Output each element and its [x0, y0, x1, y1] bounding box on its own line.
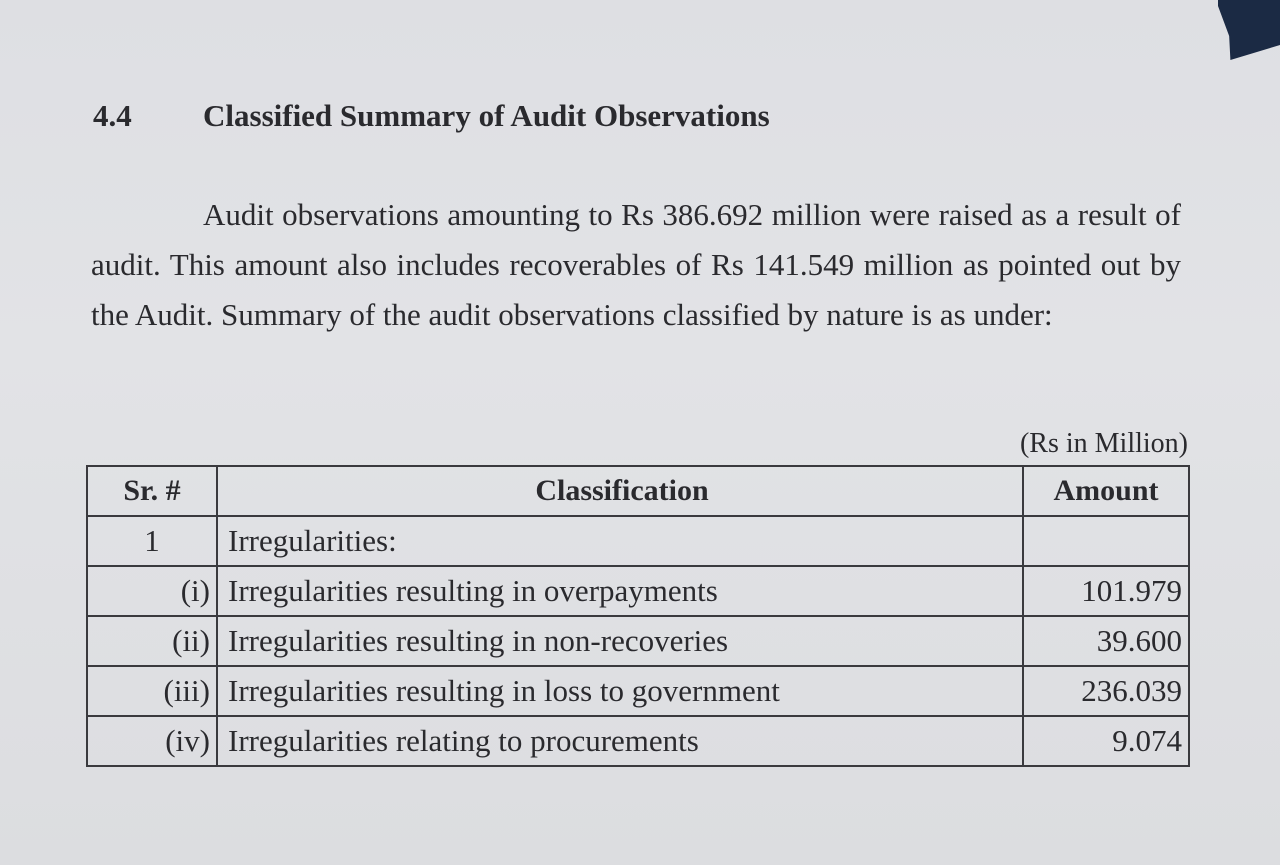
header-sr: Sr. #: [87, 466, 217, 516]
cell-sr: (iv): [87, 716, 217, 766]
unit-note: (Rs in Million): [1019, 428, 1188, 459]
table-row: [87, 516, 1189, 566]
cell-sr: (iii): [87, 666, 217, 716]
header-classification: Classification: [217, 466, 1023, 516]
cell-sr: (i): [87, 566, 217, 616]
paragraph-text: Audit observations amounting to Rs 386.692 million were raised as a result of audit. This amount also includes recoverables of Rs 141.549 million as pointed out by the Audit. Summary of the audit observations classified by nature is as under:: [91, 197, 1181, 332]
cell-classification: Irregularities relating to procurements: [217, 716, 1023, 766]
table-row: [87, 616, 1189, 666]
cell-amount: [1023, 516, 1189, 566]
section-title: Classified Summary of Audit Observations: [203, 98, 770, 133]
cell-sr: 1: [87, 516, 217, 566]
table-row: [87, 566, 1189, 616]
cell-classification: Irregularities resulting in loss to government: [217, 666, 1023, 716]
cell-amount: 39.600: [1023, 616, 1189, 666]
table-row: [87, 716, 1189, 766]
cell-classification: Irregularities:: [217, 516, 1023, 566]
cell-sr: (ii): [87, 616, 217, 666]
section-number: 4.4: [93, 98, 132, 133]
section-heading: [93, 98, 770, 134]
cell-amount: 236.039: [1023, 666, 1189, 716]
cell-classification: Irregularities resulting in non-recoveries: [217, 616, 1023, 666]
audit-summary-table: [86, 465, 1190, 767]
summary-paragraph: [91, 190, 1181, 340]
header-amount: Amount: [1023, 466, 1189, 516]
table-row: [87, 666, 1189, 716]
binder-corner: [1218, 0, 1280, 60]
cell-amount: 9.074: [1023, 716, 1189, 766]
table-header-row: [87, 466, 1189, 516]
cell-amount: 101.979: [1023, 566, 1189, 616]
cell-classification: Irregularities resulting in overpayments: [217, 566, 1023, 616]
